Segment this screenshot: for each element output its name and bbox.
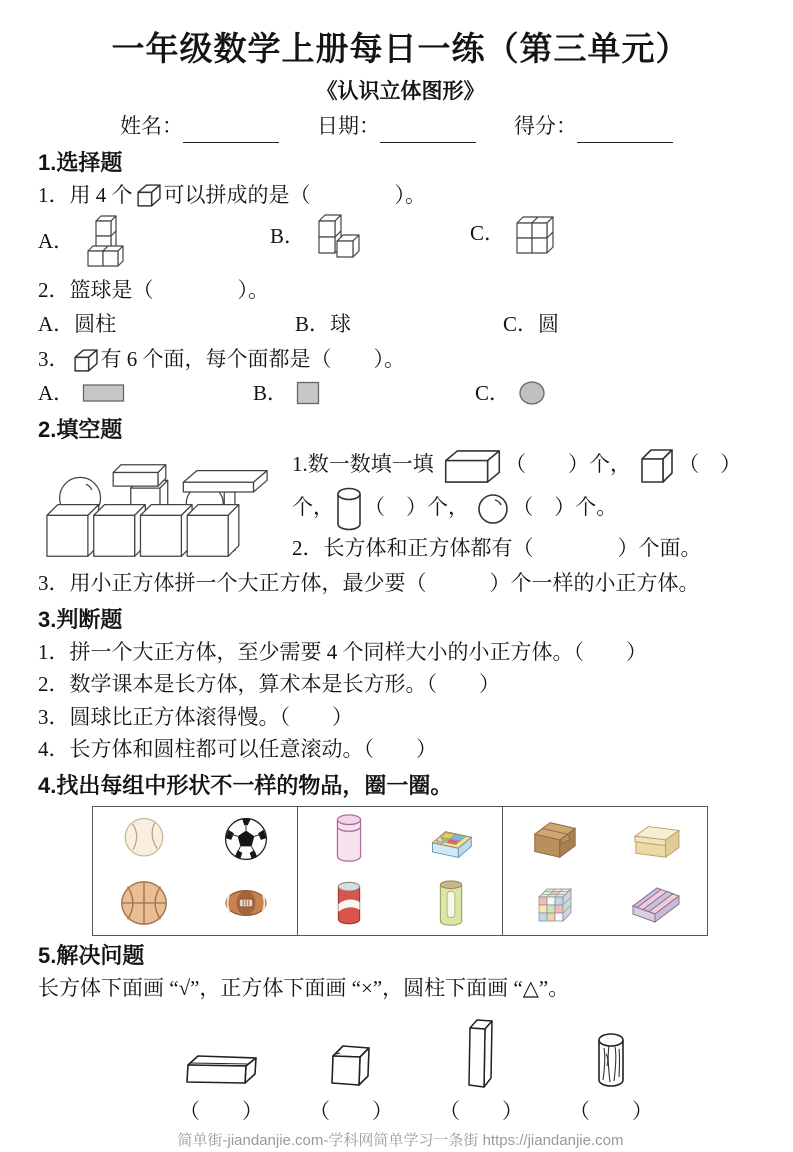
gray-square-icon [296,381,321,406]
green-cylinder-image [400,871,502,935]
fill-q1-wrap-text: 个， [292,495,334,519]
choice-q3-text-post: 有 6 个面，每个面都是（ ）。 [101,347,406,371]
option-b-label: B． [253,378,288,410]
sketch-cuboid-flat-icon [178,1008,264,1092]
option-c-label: C． [475,378,510,410]
solve-blank-1: （ ） [179,1096,263,1128]
sketch-cylinder-log-icon [591,1008,631,1092]
circle-group-balls [93,806,298,935]
option-a-label: A． [38,226,74,258]
cube-icon [72,348,99,375]
section-circle-heading: 4.找出每组中形状不一样的物品，圈一圈。 [38,769,763,802]
choice-q3-option-b [253,378,475,410]
fill-q1-label: 1.数一数填一填 [292,452,434,476]
page-subtitle: 《认识立体图形》 [38,76,763,108]
carton-box-image [503,807,605,871]
choice-q2-options [38,309,763,341]
choice-q3 [38,344,763,376]
solve-blank-2: （ ） [309,1096,393,1128]
fill-q1-blank-sphere: （ ）个。 [512,495,617,519]
option-b-label: B． [270,221,305,253]
option-c-label: C． [470,218,505,250]
blocks-scene-image [38,447,286,567]
cube-icon [638,447,676,485]
section-solve-heading: 5.解决问题 [38,939,763,972]
choice-q3-option-a [38,378,253,410]
fill-q1-line1 [292,447,763,485]
choice-q2: 2．篮球是（ ）。 [38,275,763,307]
fill-q1-text [286,447,763,567]
choice-q1 [38,180,763,212]
fill-q3: 3．用小正方体拼一个大正方体，最少要（ ）个一样的小正方体。 [38,568,763,600]
circle-group-cylinders [298,806,503,935]
info-line [120,111,763,143]
sketch-cuboid-tall-icon [465,1008,497,1092]
sketch-cube-icon [325,1008,377,1092]
date-label: 日期： [317,111,380,143]
solve-item-3 [416,1008,546,1128]
date-field [317,111,476,143]
fill-q1-blank-cylinder: （ ）个， [364,495,469,519]
choice-q3-options [38,378,763,410]
solve-shapes-row [156,1008,763,1128]
baseball-image [93,807,195,871]
fill-q2: 2．长方体和正方体都有（ ）个面。 [292,533,763,565]
choice-q2-option-c: C．圆 [503,309,559,341]
choice-q1-option-a [38,213,270,271]
choice-q2-option-b: B．球 [295,309,503,341]
soccer-ball-image [195,807,297,871]
solve-blank-4: （ ） [569,1096,653,1128]
fill-q1-line2 [292,487,763,531]
cylinder-icon [336,487,362,531]
judge-item-4: 4．长方体和圆柱都可以任意滚动。（ ） [38,734,763,766]
four-cube-tower-icon [82,213,126,271]
shoe-box-image [605,807,707,871]
sphere-icon [476,492,510,526]
solve-blank-3: （ ） [439,1096,523,1128]
choice-q1-text-pre: 1．用 4 个 [38,183,133,207]
choice-q3-option-c [475,378,546,410]
footer-watermark: 简单街-jiandanjie.com-学科网简单学习一条街 https://jiandanjie.com [38,1130,763,1152]
solve-item-1 [156,1008,286,1128]
choice-q3-text-pre: 3． [38,347,70,371]
judge-item-3: 3．圆球比正方体滚得慢。（ ） [38,702,763,734]
name-field [120,111,279,143]
american-football-image [195,871,297,935]
circle-task-table [92,806,708,936]
option-a-label: A． [38,378,74,410]
choice-q1-option-b [270,213,470,261]
fill-q1-blank-cuboid: （ ）个， [505,452,631,476]
date-blank-line [380,118,476,142]
four-cube-square-icon [513,213,555,255]
fill-q1-block [38,447,763,567]
fill-q1-blank-cube: （ ） [678,452,741,476]
gray-rectangle-icon [82,382,126,404]
score-field [514,111,673,143]
page-title: 一年级数学上册每日一练（第三单元） [38,24,763,74]
name-blank-line [183,118,279,142]
pink-canister-image [298,807,400,871]
judge-item-2: 2．数学课本是长方体，算术本是长方形。（ ） [38,669,763,701]
section-fill-heading: 2.填空题 [38,413,763,446]
solve-item-2 [286,1008,416,1128]
pencil-box-image [400,807,502,871]
rubiks-cube-image [503,871,605,935]
gift-box-image [605,871,707,935]
choice-q2-option-a: A．圆柱 [38,309,295,341]
cube-icon [135,183,162,210]
choice-q1-text-post: 可以拼成的是（ ）。 [164,183,427,207]
score-label: 得分： [514,111,577,143]
cuboid-icon [441,448,503,485]
solve-instruction: 长方体下面画 “√”，正方体下面画 “×”，圆柱下面画 “△”。 [38,973,763,1005]
choice-q1-options [38,213,763,271]
gray-circle-icon [518,380,546,406]
circle-group-boxes [503,806,708,935]
judge-item-1: 1．拼一个大正方体，至少需要 4 个同样大小的小正方体。（ ） [38,637,763,669]
section-choice-heading: 1.选择题 [38,146,763,179]
choice-q1-option-c [470,213,555,255]
three-cube-L-icon [313,213,363,261]
basketball-image [93,871,195,935]
score-blank-line [577,118,673,142]
solve-item-4 [546,1008,676,1128]
section-judge-heading: 3.判断题 [38,603,763,636]
cola-can-image [298,871,400,935]
name-label: 姓名： [120,111,183,143]
